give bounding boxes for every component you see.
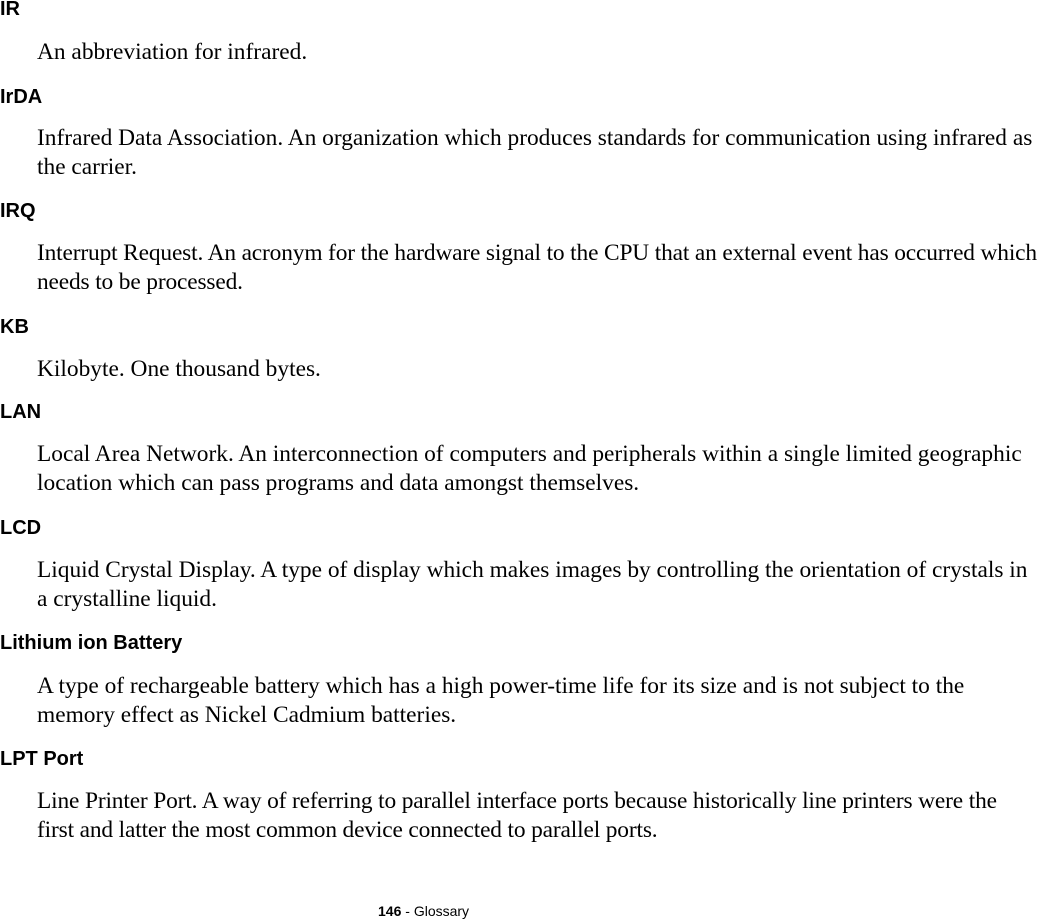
- glossary-term: LPT Port: [0, 748, 84, 770]
- glossary-definition: Line Printer Port. A way of referring to parallel interface ports because historically line printers were the first and latter the most common device connected to parallel ports.: [37, 788, 997, 843]
- glossary-term: KB: [0, 316, 29, 338]
- footer-section: Glossary: [413, 903, 470, 919]
- glossary-definition: Infrared Data Association. An organization which produces standards for communication using infrared as the carrier.: [37, 125, 1033, 180]
- glossary-term: IR: [0, 0, 20, 20]
- glossary-definition: Local Area Network. An interconnection of computers and peripherals within a single limited geographic location which can pass programs and data amongst themselves.: [37, 441, 1022, 496]
- glossary-term: IrDA: [0, 86, 43, 108]
- glossary-definition: An abbreviation for infrared.: [37, 39, 308, 65]
- page-footer: [378, 903, 469, 919]
- glossary-definition: Kilobyte. One thousand bytes.: [37, 356, 321, 382]
- glossary-term: IRQ: [0, 200, 36, 222]
- glossary-definition: Interrupt Request. An acronym for the hardware signal to the CPU that an external event has occurred which needs to be processed.: [37, 240, 1037, 295]
- glossary-definition: Liquid Crystal Display. A type of display which makes images by controlling the orientation of crystals in a crystalline liquid.: [37, 557, 1028, 612]
- glossary-term: Lithium ion Battery: [0, 632, 183, 654]
- glossary-term: LCD: [0, 517, 42, 539]
- glossary-definition: A type of rechargeable battery which has a high power-time life for its size and is not subject to the memory effect as Nickel Cadmium batteries.: [37, 673, 965, 728]
- page-number: 146: [378, 903, 402, 919]
- footer-separator: -: [401, 903, 414, 919]
- glossary-term: LAN: [0, 401, 42, 423]
